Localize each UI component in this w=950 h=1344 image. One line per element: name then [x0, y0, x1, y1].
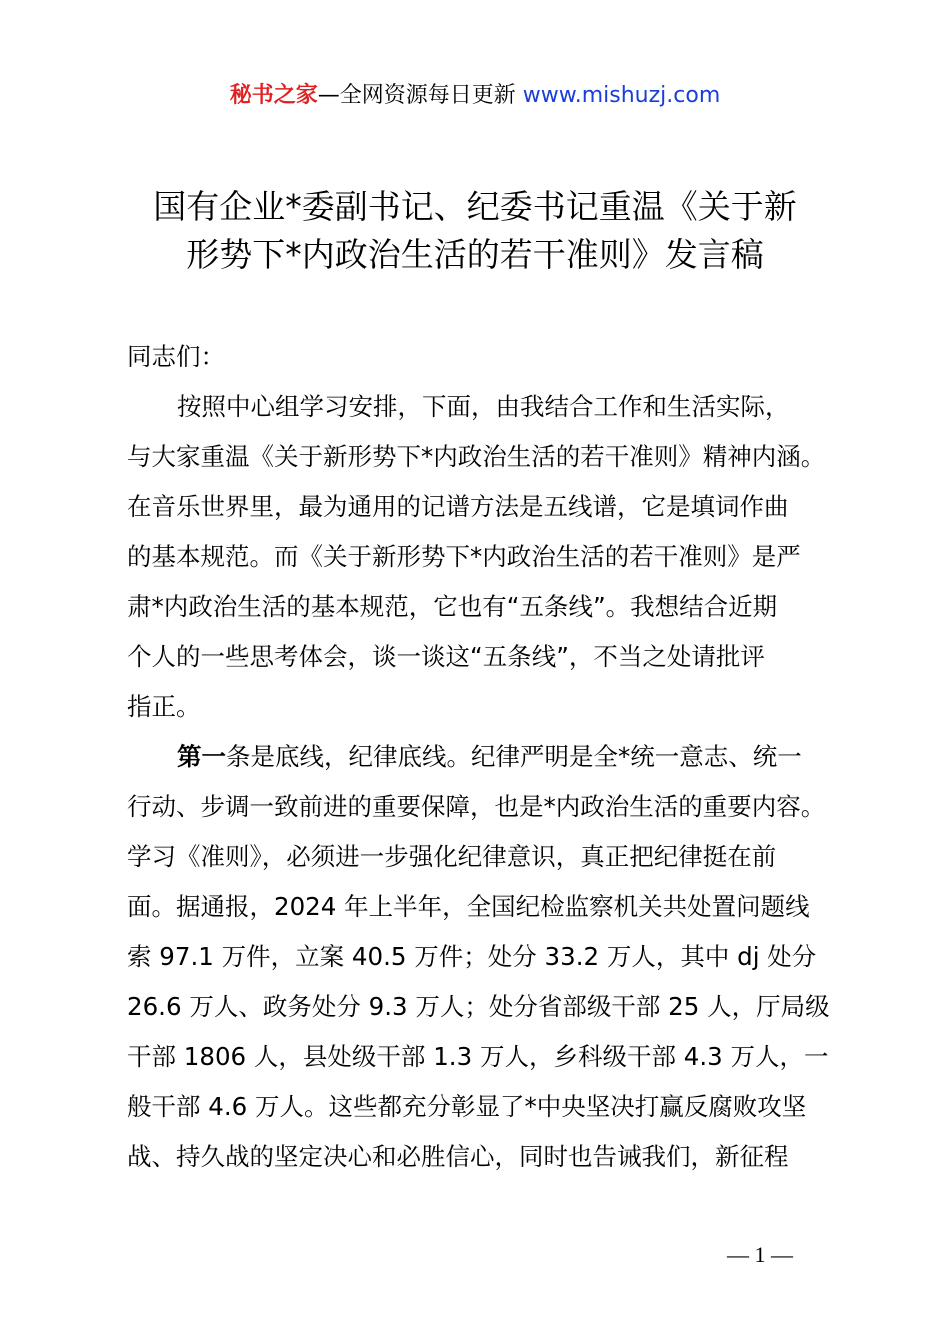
paragraph-2-line: 干部 1806 人，县处级干部 1.3 万人，乡科级干部 4.3 万人，一 — [127, 1042, 829, 1071]
page-number: — 1 — — [727, 1242, 793, 1267]
paragraph-1-line: 与大家重温《关于新形势下*内政治生活的若干准则》精神内涵。 — [127, 442, 826, 471]
title-line-2: 形势下*内政治生活的若干准则》发言稿 — [186, 235, 764, 274]
paragraph-2-line: 26.6 万人、政务处分 9.3 万人；处分省部级干部 25 人，厅局级 — [127, 992, 830, 1021]
paragraph-1-line: 指正。 — [127, 692, 201, 721]
paragraph-2-line: 面。据通报，2024 年上半年，全国纪检监察机关共处置问题线 — [127, 892, 810, 921]
document-body — [127, 332, 833, 1182]
paragraph-1-line: 按照中心组学习安排，下面，由我结合工作和生活实际， — [177, 392, 790, 421]
site-slogan: —全网资源每日更新 — [317, 83, 516, 108]
title-line-1: 国有企业*委副书记、纪委书记重温《关于新 — [153, 187, 797, 226]
paragraph-2-line: 索 97.1 万件，立案 40.5 万件；处分 33.2 万人，其中 dj 处分 — [127, 942, 817, 971]
paragraph-2-line: 条是底线，纪律底线。纪律严明是全*统一意志、统一 — [226, 742, 802, 771]
paragraph-2-lead: 第一 — [177, 742, 226, 771]
paragraph-2-first-line — [127, 732, 833, 782]
paragraph-2-line: 般干部 4.6 万人。这些都充分彰显了*中央坚决打赢反腐败攻坚 — [127, 1092, 807, 1121]
brand-name: 秘书之家 — [229, 83, 318, 108]
paragraph-1-line: 肃*内政治生活的基本规范，它也有“五条线”。我想结合近期 — [127, 592, 778, 621]
salutation: 同志们： — [127, 342, 225, 371]
paragraph-1-line: 在音乐世界里，最为通用的记谱方法是五线谱，它是填词作曲 — [127, 492, 789, 521]
paragraph-1-line: 个人的一些思考体会，谈一谈这“五条线”，不当之处请批评 — [127, 642, 765, 671]
paragraph-2-line: 战、持久战的坚定决心和必胜信心，同时也告诫我们，新征程 — [127, 1142, 789, 1171]
site-header — [0, 78, 950, 114]
site-url[interactable]: www.mishuzj.com — [522, 83, 721, 108]
paragraph-2-line: 学习《准则》，必须进一步强化纪律意识，真正把纪律挺在前 — [127, 842, 777, 871]
paragraph-2-line: 行动、步调一致前进的重要保障，也是*内政治生活的重要内容。 — [127, 792, 826, 821]
document-title — [100, 183, 850, 279]
paragraph-1-line: 的基本规范。而《关于新形势下*内政治生活的若干准则》是严 — [127, 542, 801, 571]
